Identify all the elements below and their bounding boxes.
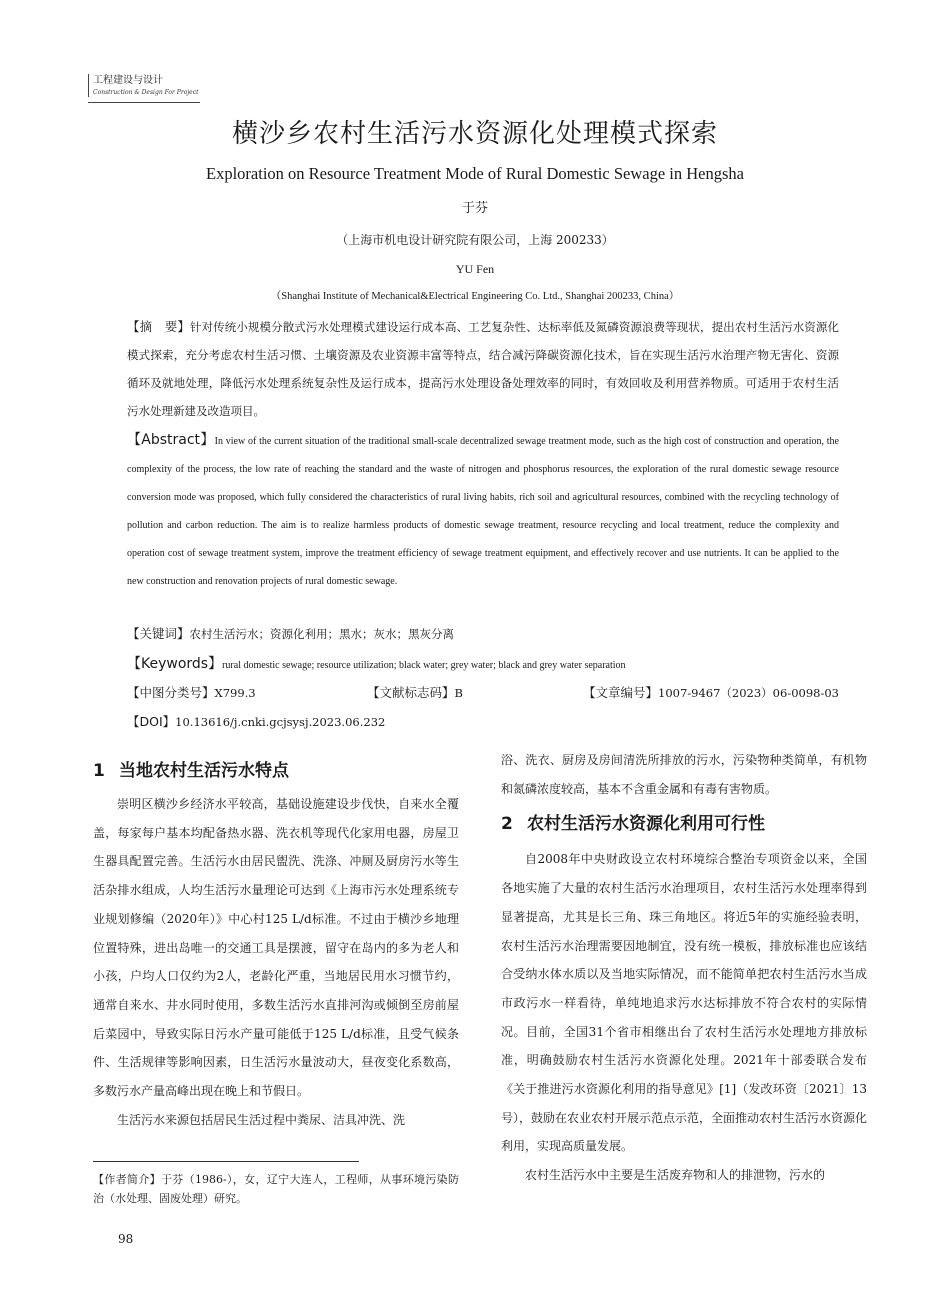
section-1-number: 1 bbox=[93, 761, 105, 781]
classification-row bbox=[127, 682, 839, 704]
abstract-en-label: 【Abstract】 bbox=[127, 432, 215, 448]
section-1-paragraph-2-start: 生活污水来源包括居民生活过程中粪尿、洁具冲洗、洗 bbox=[117, 1112, 406, 1127]
title-cn: 横沙乡农村生活污水资源化处理模式探索 bbox=[231, 119, 718, 149]
footnote-label: 【作者简介】 bbox=[93, 1173, 161, 1186]
doc-code-label: 【文献标志码】 bbox=[367, 685, 455, 700]
page-number: 98 bbox=[118, 1232, 134, 1246]
footnote-text: 于芬（1986-），女，辽宁大连人，工程师，从事环境污染防治（水处理、固废处理）研究。 bbox=[93, 1173, 460, 1205]
section-2-paragraph-2: 农村生活污水中主要是生活废弃物和人的排泄物，污水的 bbox=[525, 1168, 826, 1183]
abstract-cn bbox=[127, 313, 839, 425]
author-cn: 于芬 bbox=[461, 201, 488, 216]
keywords-cn-text: 农村生活污水；资源化利用；黑水；灰水；黑灰分离 bbox=[189, 627, 455, 641]
doi-value: 10.13616/j.cnki.gcjsysj.2023.06.232 bbox=[175, 715, 386, 729]
clc-value: X799.3 bbox=[214, 686, 256, 700]
keywords-en bbox=[127, 652, 839, 678]
abstract-cn-label: 【摘 要】 bbox=[127, 319, 190, 334]
section-2-number: 2 bbox=[501, 814, 513, 835]
section-1-title: 当地农村生活污水特点 bbox=[119, 761, 289, 781]
author-en: YU Fen bbox=[455, 262, 495, 276]
doc-code-value: B bbox=[454, 686, 463, 700]
footnote-rule bbox=[93, 1161, 359, 1162]
keywords-en-label: 【Keywords】 bbox=[127, 656, 223, 672]
author-footnote bbox=[93, 1170, 459, 1208]
journal-header-rule bbox=[88, 102, 200, 103]
article-no-label: 【文章编号】 bbox=[582, 685, 658, 700]
section-2-heading bbox=[501, 807, 867, 841]
article-number bbox=[583, 682, 839, 704]
journal-name-cn: 工程建设与设计 bbox=[93, 75, 163, 86]
section-1-paragraph-1: 崇明区横沙乡经济水平较高，基础设施建设步伐快，自来水全覆盖，每家每户基本均配备热水器、洗衣机等现代化家用电器，房屋卫生器具配置完善。生活污水由居民盥洗、洗涤、冲厕及厨房污水等生活杂排水组成，人均生活污水量理论可达到《上海市污水处理系统专业规划修编（2020年）》中心村125 L/d标准。不过由于横沙乡地理位置特殊，进出岛唯一的交通工具是摆渡，留守在岛内的多为老人和小孩，户均人口仅约为2人，老龄化严重，当地居民用水习惯节约，通常自来水、井水同时使用，多数生活污水直排河沟或倾倒至房前屋后菜园中，导致实际日污水产量可能低于125 L/d标准，且受气候条件、生活规律等影响因素，日生活污水量波动大，昼夜变化系数高，多数污水产量高峰出现在晚上和节假日。 bbox=[93, 797, 459, 1099]
keywords-cn-label: 【关键词】 bbox=[127, 626, 190, 641]
section-2-title: 农村生活污水资源化利用可行性 bbox=[527, 814, 765, 835]
clc-label: 【中图分类号】 bbox=[127, 685, 215, 700]
journal-header bbox=[88, 74, 200, 97]
affiliation-en: （Shanghai Institute of Mechanical&Electrical Engineering Co. Ltd., Shanghai 200233, China） bbox=[270, 291, 680, 302]
journal-name-en: Construction & Design For Project bbox=[93, 89, 199, 96]
section-2-paragraph-1: 自2008年中央财政设立农村环境综合整治专项资金以来，全国各地实施了大量的农村生活污水治理项目，农村生活污水处理率得到显著提高，尤其是长三角、珠三角地区。将近5年的实施经验表明，农村生活污水治理需要因地制宜，没有统一模板，排放标准也应该结合受纳水体水质以及当地实际情况，而不能简单把农村生活污水当成市政污水一样看待，单纯地追求污水达标排放不符合农村的实际情况。目前，全国31个省市相继出台了农村生活污水处理地方排放标准，明确鼓励农村生活污水资源化处理。2021年十部委联合发布《关于推进污水资源化利用的指导意见》[1]（发改环资〔2021〕13号），鼓励在农业农村开展示范点示范，全面推动农村生活污水资源化利用，实现高质量发展。 bbox=[501, 852, 868, 1154]
doi-label: 【DOI】 bbox=[127, 714, 176, 729]
title-en: Exploration on Resource Treatment Mode of Rural Domestic Sewage in Hengsha bbox=[206, 164, 744, 183]
keywords-en-text: rural domestic sewage; resource utilization; black water; grey water; black and grey water separation bbox=[222, 660, 626, 671]
doi bbox=[127, 710, 839, 734]
abstract-en bbox=[127, 426, 839, 596]
keywords-cn bbox=[127, 622, 839, 646]
article-no-value: 1007-9467（2023）06-0098-03 bbox=[658, 686, 839, 700]
body-column-right bbox=[501, 746, 867, 1190]
affiliation-cn: （上海市机电设计研究院有限公司，上海 200233） bbox=[336, 233, 614, 247]
clc-number bbox=[127, 682, 256, 704]
document-code bbox=[367, 682, 463, 704]
section-1-heading bbox=[93, 754, 459, 788]
section-1-paragraph-2-continued: 浴、洗衣、厨房及房间清洗所排放的污水，污染物种类简单，有机物和氮磷浓度较高，基本不含重金属和有毒有害物质。 bbox=[501, 753, 867, 796]
body-column-left bbox=[93, 754, 459, 1134]
abstract-cn-text: 针对传统小规模分散式污水处理模式建设运行成本高、工艺复杂性、达标率低及氮磷资源浪费等现状，提出农村生活污水资源化模式探索，充分考虑农村生活习惯、土壤资源及农业资源丰富等特点，结合减污降碳资源化技术，旨在实现生活污水治理产物无害化、资源循环及就地处理，降低污水处理系统复杂性及运行成本，提高污水处理设备处理效率的同时，有效回收及利用营养物质。可适用于农村生活污水处理新建及改造项目。 bbox=[127, 320, 839, 418]
abstract-en-text: In view of the current situation of the traditional small-scale decentralized sewage treatment mode, such as the high cost of construction and operation, the complexity of the process, the low rate of reaching the standard and the waste of nitrogen and phosphorus resources, the exploration of the rural domestic sewage resource conversion mode was proposed, which fully considered the characteristics of rural living habits, rich soil and agricultural resources, combined with the recycling technology of pollution and carbon reduction. The aim is to realize harmless products of domestic sewage treatment, resource recycling and local treatment, reduce the complexity and operation cost of sewage treatment system, improve the treatment efficiency of sewage treatment equipment, and effectively recover and use nutrients. It can be applied to the new construction and renovation projects of rural domestic sewage. bbox=[127, 436, 839, 587]
